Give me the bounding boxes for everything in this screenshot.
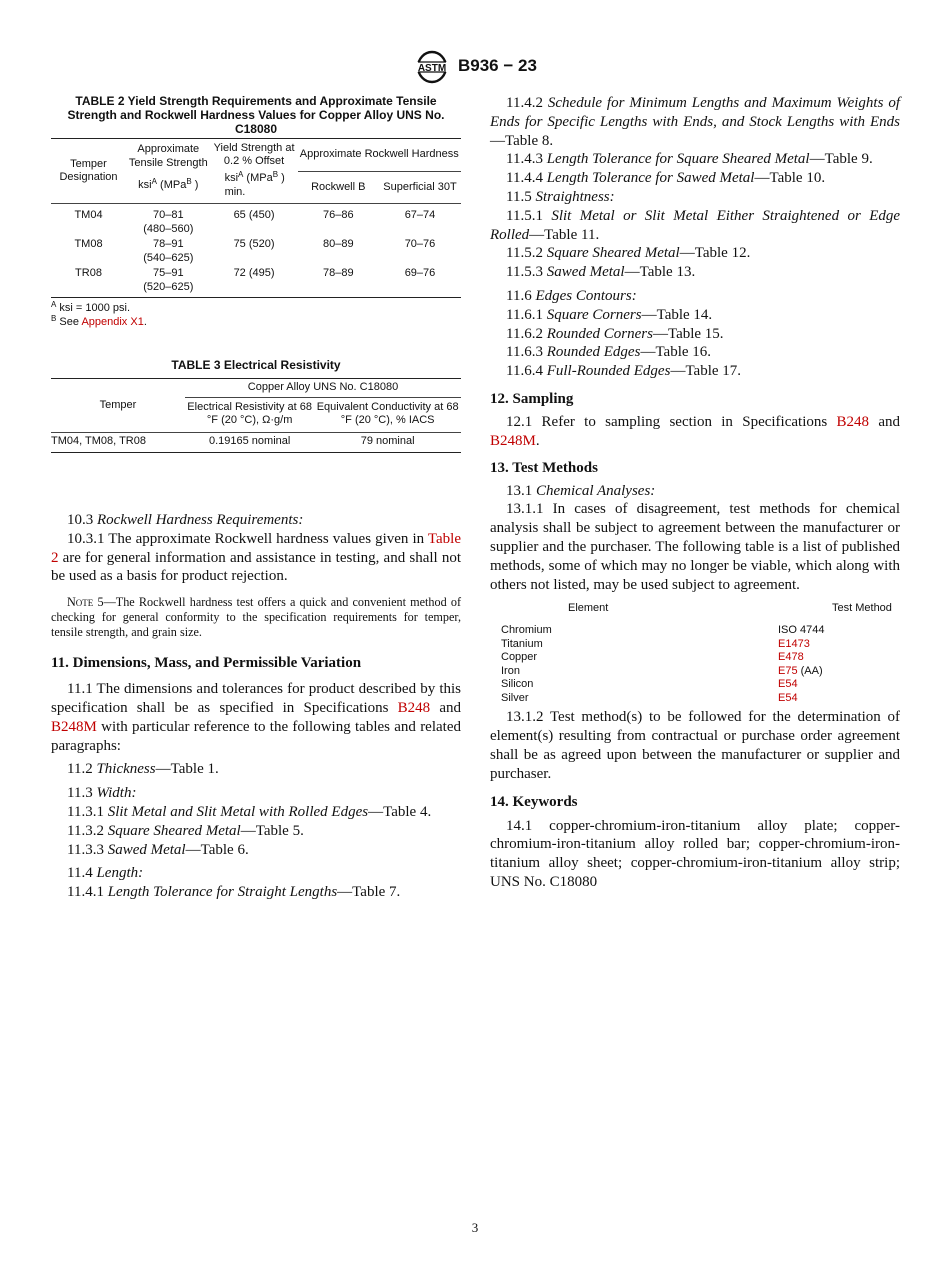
section-13-1: 13.1 Chemical Analyses:	[506, 482, 656, 499]
em-cell: Iron	[501, 664, 520, 677]
t2-header-superficial: Superficial 30T	[379, 171, 461, 204]
table2-link[interactable]: Table 2	[51, 530, 461, 566]
table-row	[51, 204, 461, 238]
em-cell: Silicon	[501, 678, 534, 691]
em-cell	[764, 692, 900, 706]
test-methods-table	[490, 602, 900, 705]
table-row	[51, 266, 461, 298]
section-11-5-3: 11.5.3 Sawed Metal—Table 13.	[506, 264, 696, 281]
em-header-method: Test Method	[832, 602, 892, 615]
section-11-3: 11.3 Width:	[67, 785, 137, 802]
page-number: 3	[471, 1220, 479, 1235]
table-row	[490, 651, 900, 665]
section-11-2: 11.2 Thickness—Table 1.	[67, 761, 219, 778]
table-row	[490, 692, 900, 706]
t3-cell: TM04, TM08, TR08	[51, 434, 146, 447]
t2-cell: 78–91 (540–625)	[143, 238, 194, 264]
page-header	[0, 50, 950, 86]
section-14-1: 14.1 copper-chromium-iron-titanium alloy plate; copper-chromium-iron-titanium alloy rolled bar; copper-chromium-iron-titanium alloy sheet; copper-chromium-iron-titanium alloy strip; UNS No. C18080	[490, 817, 900, 891]
t2-header-rockwell: Approximate Rockwell Hardness	[298, 139, 461, 172]
table-row	[51, 237, 461, 266]
em-cell	[764, 678, 900, 692]
em-header-element: Element	[568, 602, 609, 615]
section-14-heading: 14. Keywords	[490, 793, 578, 810]
t2-cell: 67–74	[404, 209, 436, 221]
section-11-6-4: 11.6.4 Full-Rounded Edges—Table 17.	[506, 363, 742, 380]
t2-cell: TR08	[75, 267, 102, 279]
svg-text:ASTM: ASTM	[417, 63, 447, 74]
section-12-1: 12.1 Refer to sampling section in Specifications B248 and B248M.	[490, 413, 900, 449]
right-column	[490, 94, 900, 892]
t2-cell: 65 (450)	[233, 209, 275, 221]
e54-link[interactable]: E54	[778, 678, 798, 691]
t2-cell: 78–89	[322, 267, 354, 279]
document-id: B936 − 23	[458, 56, 537, 75]
section-13-1-2: 13.1.2 Test method(s) to be followed for the determination of element(s) resulting from contractual or purchase order agreement shall be as agreed upon between the manufacturer or supplier and purchaser.	[490, 709, 900, 782]
section-11-5-2: 11.5.2 Square Sheared Metal—Table 12.	[506, 245, 751, 262]
table-row	[490, 638, 900, 652]
e75-link[interactable]: E75	[778, 664, 798, 677]
table-row	[490, 624, 900, 638]
e478-link[interactable]: E478	[778, 651, 804, 664]
b248-link[interactable]: B248	[397, 699, 431, 716]
e54-link[interactable]: E54	[778, 691, 798, 704]
t2-header-rb: Rockwell B	[298, 171, 379, 204]
em-cell: Chromium	[501, 623, 552, 636]
t2-cell: TM04	[74, 209, 103, 221]
section-10-3-1: 10.3.1 The approximate Rockwell hardness values given in Table 2 are for general information and assistance in testing, and shall not be used as a basis for product rejection.	[51, 530, 461, 585]
b248m-link[interactable]: B248M	[51, 718, 97, 735]
t2-cell: 76–86	[322, 209, 354, 221]
t3-header-resistivity: Electrical Resistivity at 68 °F (20 °C), Ω·g/m	[187, 400, 313, 426]
section-11-heading: 11. Dimensions, Mass, and Permissible Variation	[51, 655, 362, 672]
left-column	[51, 94, 461, 902]
t2-cell: 75 (520)	[233, 238, 275, 250]
section-11-6: 11.6 Edges Contours:	[506, 287, 637, 304]
table3	[51, 378, 461, 453]
section-11-6-3: 11.6.3 Rounded Edges—Table 16.	[506, 344, 712, 361]
section-11-4-4: 11.4.4 Length Tolerance for Sawed Metal—Table 10.	[506, 170, 826, 187]
section-11-4-2: 11.4.2 Schedule for Minimum Lengths and Maximum Weights of Ends for Specific Lengths with Ends, and Stock Lengths with Ends—Table 8.	[490, 95, 901, 149]
section-11-6-2: 11.6.2 Rounded Corners—Table 15.	[506, 325, 724, 342]
t3-header-conductivity: Equivalent Conductivity at 68 °F (20 °C), % IACS	[316, 400, 459, 426]
t2-cell: 70–81 (480–560)	[143, 209, 194, 235]
table2	[51, 138, 461, 298]
section-11-4: 11.4 Length:	[67, 865, 144, 882]
section-11-4-1: 11.4.1 Length Tolerance for Straight Lengths—Table 7.	[67, 884, 401, 901]
section-11-6-1: 11.6.1 Square Corners—Table 14.	[506, 306, 713, 323]
b248-link[interactable]: B248	[836, 413, 870, 430]
t3-header-alloy: Copper Alloy UNS No. C18080	[185, 379, 461, 398]
section-11-3-2: 11.3.2 Square Sheared Metal—Table 5.	[67, 822, 304, 839]
em-cell: Titanium	[501, 637, 543, 650]
t2-cell: 75–91 (520–625)	[143, 267, 194, 293]
section-10-3: 10.3 Rockwell Hardness Requirements:	[67, 512, 304, 528]
t2-header-yield: Yield Strength at 0.2 % Offset	[213, 141, 295, 167]
em-cell: E75 (AA)	[778, 664, 823, 677]
section-11-3-3: 11.3.3 Sawed Metal—Table 6.	[67, 841, 249, 858]
section-11-3-1: 11.3.1 Slit Metal and Slit Metal with Rolled Edges—Table 4.	[67, 803, 432, 820]
t3-header-temper: Temper	[99, 398, 137, 411]
table3-caption: TABLE 3 Electrical Resistivity	[171, 358, 341, 372]
t2-cell: 69–76	[404, 267, 436, 279]
em-cell	[764, 651, 900, 665]
t2-footnote-a: $^A$ ksi = 1000 psi.	[51, 300, 131, 314]
appendix-link[interactable]: Appendix X1	[81, 316, 144, 328]
table2-caption: TABLE 2 Yield Strength Requirements and Approximate Tensile Strength and Rockwell Hardness Values for Copper Alloy UNS No. C18080	[67, 94, 445, 136]
t2-unit-yield: ksi$^A$ (MPa$^B$ ) min.	[211, 171, 298, 204]
t2-unit-tensile: ksi$^A$ (MPa$^B$ )	[126, 171, 211, 204]
t3-cell: 0.19165 nominal	[208, 434, 291, 447]
section-11-4-3: 11.4.3 Length Tolerance for Square Sheared Metal—Table 9.	[506, 151, 873, 168]
t2-cell: 70–76	[404, 238, 436, 250]
section-13-heading: 13. Test Methods	[490, 459, 598, 476]
em-cell: ISO 4744	[778, 623, 825, 636]
t2-header-temper: Temper Designation	[51, 139, 126, 204]
t2-footnote-b: $^B$ See Appendix X1.	[51, 314, 147, 328]
section-11-5-1: 11.5.1 Slit Metal or Slit Metal Either Straightened or Edge Rolled—Table 11.	[490, 207, 901, 243]
astm-logo-icon	[414, 50, 450, 84]
t2-cell: 80–89	[322, 238, 354, 250]
table-row	[51, 432, 461, 453]
note-5: Note 5—The Rockwell hardness test offers a quick and convenient method of checking for general conformity to the specification requirements for temper, tensile strength, and grain size.	[51, 595, 462, 640]
t3-cell: 79 nominal	[360, 434, 415, 447]
b248m-link[interactable]: B248M	[490, 432, 536, 449]
section-11-1: 11.1 The dimensions and tolerances for product described by this specification shall be as specified in Specifications B248 and B248M with particular reference to the following tables and related paragraphs:	[51, 681, 461, 754]
section-11-5: 11.5 Straightness:	[506, 188, 615, 205]
em-cell	[764, 638, 900, 652]
table-row	[490, 678, 900, 692]
em-cell: Silver	[501, 691, 529, 704]
em-cell: Copper	[501, 651, 538, 664]
t2-cell: 72 (495)	[233, 267, 275, 279]
spacer	[490, 616, 900, 624]
table-row	[490, 665, 900, 679]
t2-header-tensile: Approximate Tensile Strength	[128, 143, 208, 169]
t2-cell: TM08	[74, 238, 103, 250]
section-13-1-1: 13.1.1 In cases of disagreement, test methods for chemical analysis shall be subject to agreement between the manufacturer or supplier and the purchaser. The following table is a list of published methods, some of which may no longer be viable, which along with others not listed, may be used subject to agreement.	[490, 501, 900, 593]
e1473-link[interactable]: E1473	[778, 637, 810, 650]
section-12-heading: 12. Sampling	[490, 390, 574, 407]
